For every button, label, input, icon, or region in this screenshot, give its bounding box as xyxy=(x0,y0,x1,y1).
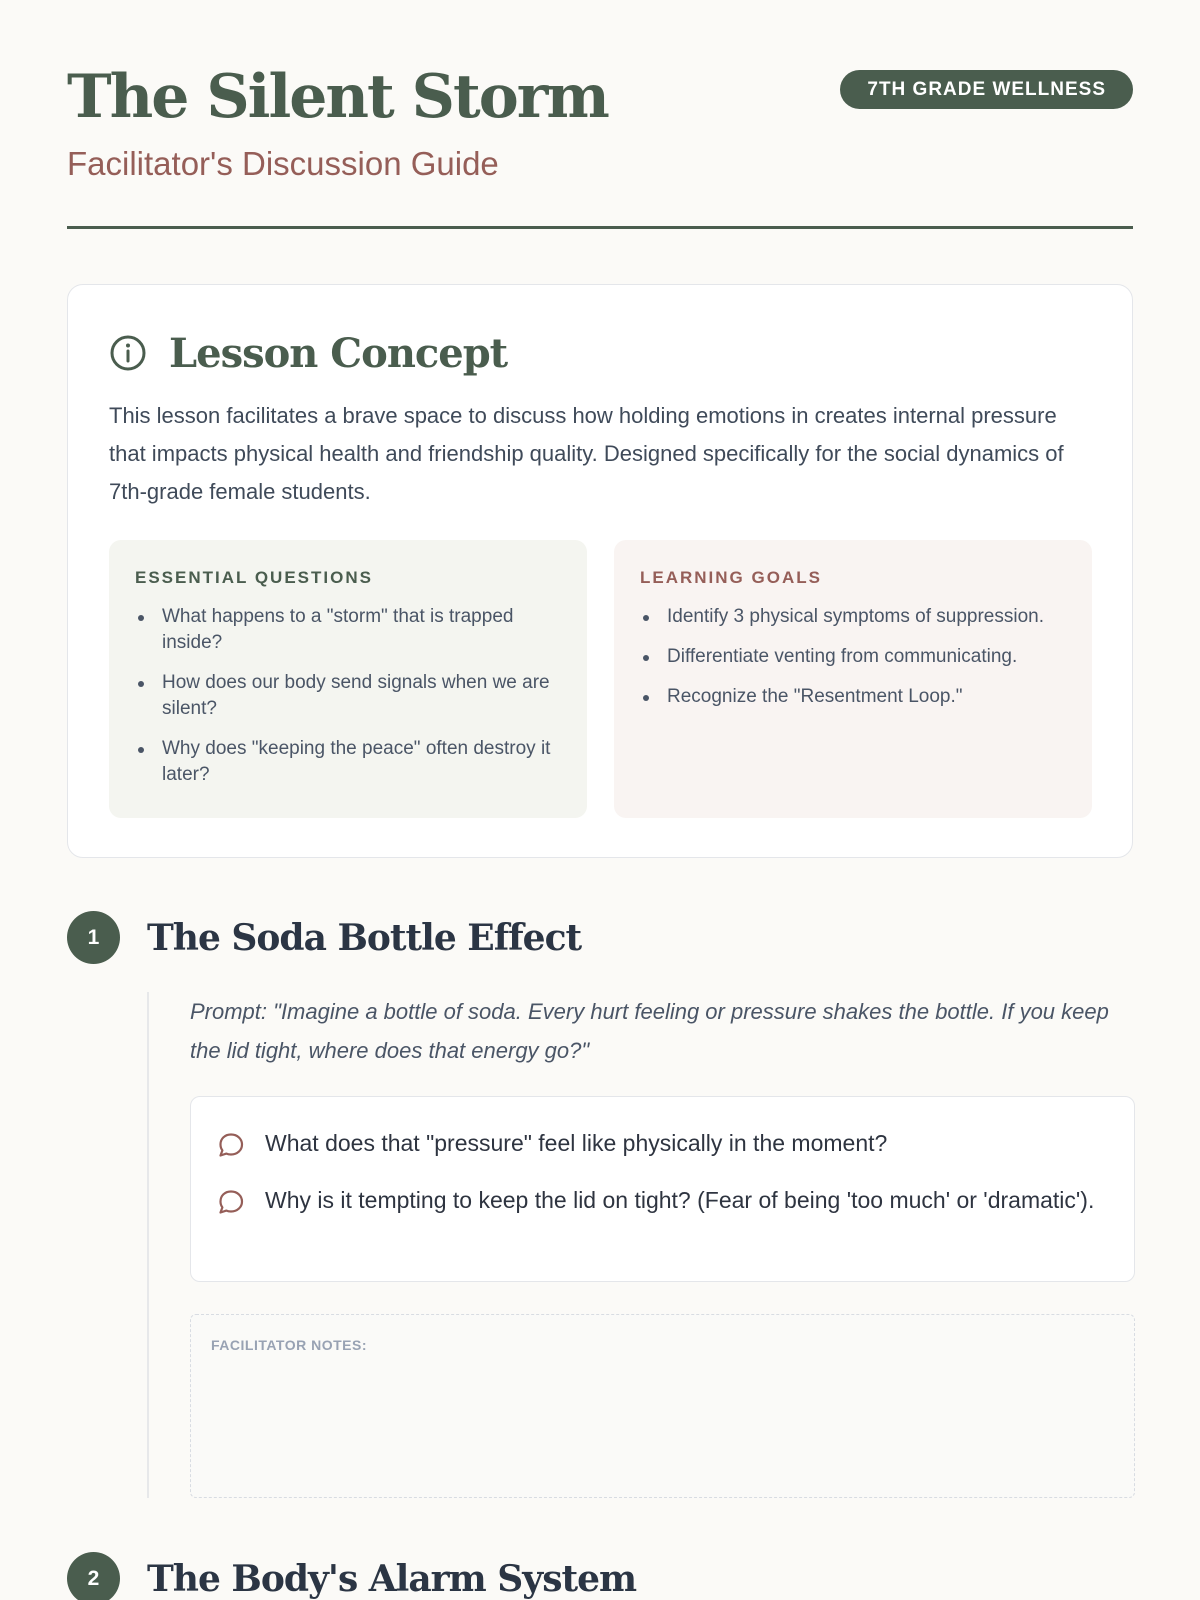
section-2-title: The Body's Alarm System xyxy=(147,1557,637,1600)
discussion-prompt: Prompt: "Imagine a bottle of soda. Every hurt feeling or pressure shakes the bottle. If you keep the lid tight, where does that energy go?" xyxy=(190,999,1109,1063)
list-item: Differentiate venting from communicating. xyxy=(640,644,1066,670)
page-header xyxy=(67,0,1133,230)
list-item: How does our body send signals when we are silent? xyxy=(135,670,561,722)
chat-bubble-icon xyxy=(217,1188,245,1216)
step-number-badge: 2 xyxy=(67,1552,120,1600)
essential-questions-box xyxy=(109,540,587,818)
essential-questions-list xyxy=(135,604,561,788)
follow-up-questions-card xyxy=(190,1096,1135,1282)
section-1-header xyxy=(67,911,581,964)
step-number-badge: 1 xyxy=(67,911,120,964)
header-divider xyxy=(67,226,1133,229)
section-2-header xyxy=(67,1552,636,1600)
list-item: Identify 3 physical symptoms of suppression. xyxy=(640,604,1066,630)
follow-up-question-text: What does that "pressure" feel like physically in the moment? xyxy=(265,1130,888,1156)
list-item: Why does "keeping the peace" often destroy it later? xyxy=(135,736,561,788)
learning-goals-box xyxy=(614,540,1092,818)
facilitator-notes-label: FACILITATOR NOTES: xyxy=(211,1337,367,1353)
follow-up-question xyxy=(217,1125,1114,1162)
learning-goals-heading: LEARNING GOALS xyxy=(640,568,822,587)
page-subtitle: Facilitator's Discussion Guide xyxy=(67,145,499,182)
facilitator-notes-area[interactable] xyxy=(190,1314,1135,1498)
lesson-concept-header xyxy=(109,323,507,383)
follow-up-question xyxy=(217,1182,1114,1219)
grade-badge: 7TH GRADE WELLNESS xyxy=(840,70,1133,109)
list-item: Recognize the "Resentment Loop." xyxy=(640,684,1066,710)
lesson-concept-card xyxy=(67,284,1133,858)
list-item: What happens to a "storm" that is trapped inside? xyxy=(135,604,561,656)
essential-questions-heading: ESSENTIAL QUESTIONS xyxy=(135,568,373,587)
lesson-concept-title: Lesson Concept xyxy=(169,329,508,377)
discussion-guide-page xyxy=(67,0,1133,1600)
learning-goals-list xyxy=(640,604,1066,710)
follow-up-question-text: Why is it tempting to keep the lid on tight? (Fear of being 'too much' or 'dramatic'). xyxy=(265,1187,1095,1213)
lesson-concept-description: This lesson facilitates a brave space to discuss how holding emotions in creates internal pressure that impacts physical health and friendship quality. Designed specifically for the social dynamics of 7th-grade female students. xyxy=(109,403,1064,504)
chat-bubble-icon xyxy=(217,1131,245,1159)
info-circle-icon xyxy=(109,334,147,372)
page-title: The Silent Storm xyxy=(67,62,608,132)
section-1-title: The Soda Bottle Effect xyxy=(147,916,582,959)
section-1-body xyxy=(147,992,1133,1498)
